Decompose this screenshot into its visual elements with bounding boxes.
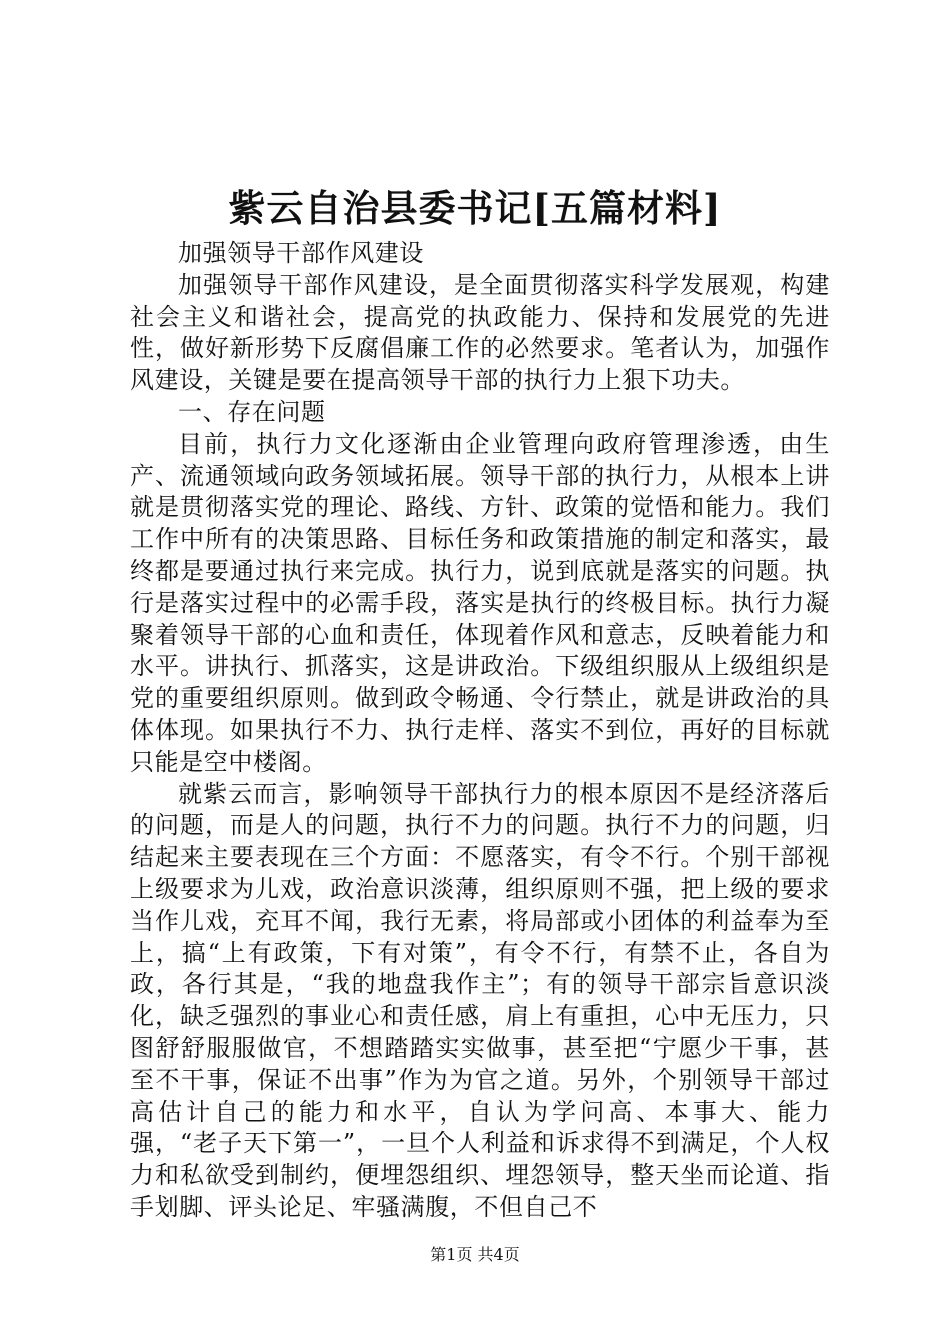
- paragraph: 就紫云而言，影响领导干部执行力的根本原因不是经济落后的问题，而是人的问题，执行不力的问题。执行不力的问题，归结起来主要表现在三个方面：不愿落实，有令不行。个别干部视上级要求为儿戏，政治意识淡薄，组织原则不强，把上级的要求当作儿戏，充耳不闻，我行无素，将局部或小团体的利益奉为至上，搞“上有政策，下有对策”，有令不行，有禁不止，各自为政，各行其是，“我的地盘我作主”；有的领导干部宗旨意识淡化，缺乏强烈的事业心和责任感，肩上有重担，心中无压力，只图舒舒服服做官，不想踏踏实实做事，甚至把“宁愿少干事，甚至不干事，保证不出事”作为为官之道。另外，个别领导干部过高估计自己的能力和水平，自认为学问高、本事大、能力强，“老子天下第一”，一旦个人利益和诉求得不到满足，个人权力和私欲受到制约，便埋怨组织、埋怨领导，整天坐而论道、指手划脚、评头论足、牢骚满腹，不但自己不: [130, 779, 830, 1221]
- document-body: [130, 238, 830, 1224]
- section-subheading: 一、存在问题: [178, 397, 326, 426]
- page-footer: 第1页 共4页: [430, 1245, 520, 1264]
- paragraph: 目前，执行力文化逐渐由企业管理向政府管理渗透，由生产、流通领域向政务领域拓展。领导干部的执行力，从根本上讲就是贯彻落实党的理论、路线、方针、政策的觉悟和能力。我们工作中所有的决策思路、目标任务和政策措施的制定和落实，最终都是要通过执行来完成。执行力，说到底就是落实的问题。执行是落实过程中的必需手段，落实是执行的终极目标。执行力凝聚着领导干部的心血和责任，体现着作风和意志，反映着能力和水平。讲执行、抓落实，这是讲政治。下级组织服从上级组织是党的重要组织原则。做到政令畅通、令行禁止，就是讲政治的具体体现。如果执行不力、执行走样、落实不到位，再好的目标就只能是空中楼阁。: [130, 429, 830, 776]
- paragraph: 加强领导干部作风建设，是全面贯彻落实科学发展观，构建社会主义和谐社会，提高党的执政能力、保持和发展党的先进性，做好新形势下反腐倡廉工作的必然要求。笔者认为，加强作风建设，关键是要在提高领导干部的执行力上狠下功夫。: [130, 270, 830, 395]
- document-title: 紫云自治县委书记[五篇材料]: [228, 186, 722, 230]
- section-heading: 加强领导干部作风建设: [178, 239, 424, 267]
